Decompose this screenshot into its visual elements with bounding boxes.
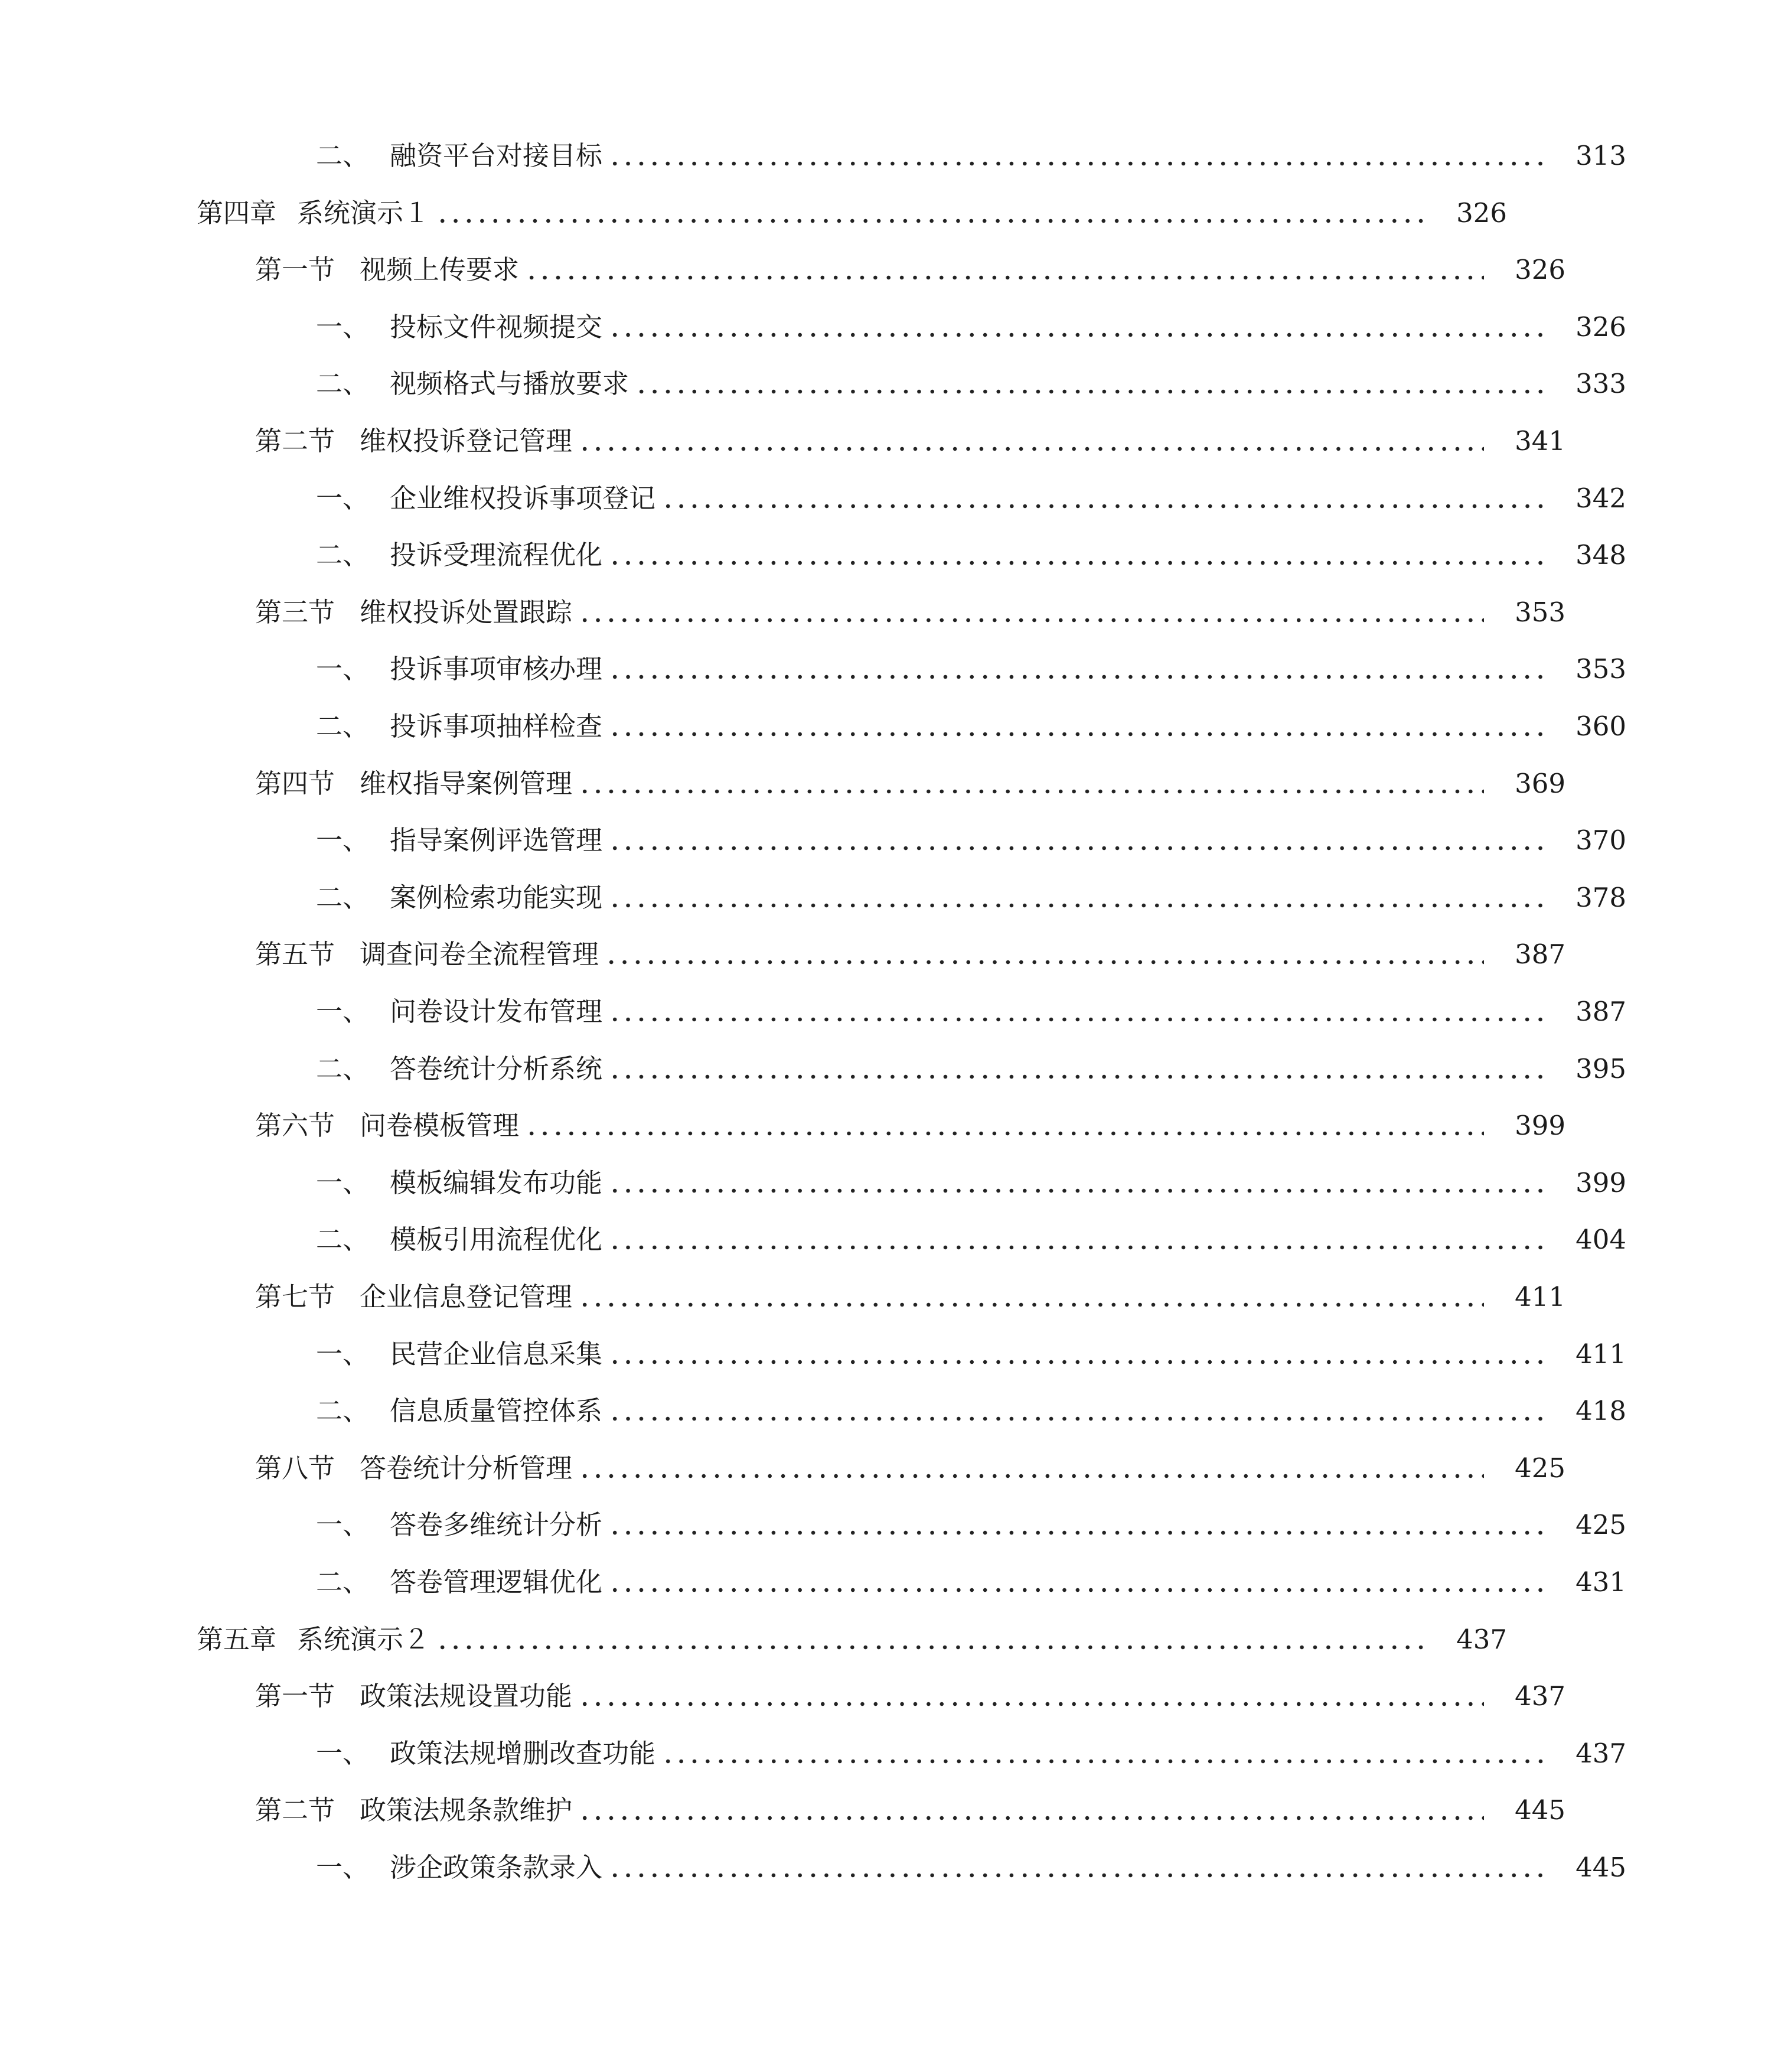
toc-entry-title: 问卷模板管理 [360, 1110, 520, 1142]
toc-entry[interactable] [0, 288, 1781, 345]
toc-entry[interactable] [0, 1315, 1781, 1372]
dot-leader [525, 1129, 1484, 1138]
toc-entry[interactable] [0, 1372, 1781, 1429]
dot-leader [635, 387, 1545, 396]
toc-entry-page: 437 [1515, 1680, 1565, 1712]
toc-entry-page: 387 [1515, 939, 1565, 970]
toc-entry-page: 404 [1576, 1224, 1626, 1256]
toc-entry-title: 信息质量管控体系 [390, 1395, 603, 1427]
toc-entry-page: 399 [1576, 1167, 1626, 1198]
toc-entry[interactable] [0, 802, 1781, 858]
dot-leader [608, 1586, 1545, 1594]
toc-entry[interactable] [0, 1087, 1720, 1143]
dot-leader [608, 1358, 1545, 1366]
toc-entry-title: 指导案例评选管理 [390, 825, 603, 856]
toc-entry[interactable] [0, 688, 1781, 744]
dot-leader [608, 1187, 1545, 1195]
toc-entry[interactable] [0, 1715, 1781, 1771]
toc-entry-title: 系统演示２ [297, 1623, 430, 1655]
toc-entry-title: 调查问卷全流程管理 [360, 939, 599, 970]
dot-leader [525, 273, 1484, 282]
toc-entry-title: 答卷统计分析系统 [390, 1053, 603, 1084]
toc-entry-page: 333 [1576, 368, 1626, 400]
toc-entry-title: 政策法规增删改查功能 [390, 1737, 656, 1769]
toc-entry-title: 融资平台对接目标 [390, 140, 603, 171]
toc-entry-title: 企业信息登记管理 [360, 1281, 573, 1312]
toc-entry[interactable] [0, 1543, 1781, 1600]
dot-leader [608, 1529, 1545, 1537]
toc-entry-page: 326 [1456, 197, 1507, 229]
toc-entry-page: 445 [1515, 1794, 1565, 1826]
toc-entry[interactable] [0, 1258, 1720, 1315]
toc-entry[interactable] [0, 231, 1720, 288]
toc-entry-page: 387 [1576, 996, 1626, 1027]
toc-entry[interactable] [0, 1601, 1662, 1657]
toc-entry-page: 326 [1576, 311, 1626, 343]
toc-entry-page: 425 [1576, 1509, 1626, 1541]
toc-entry-number: 第一节 [255, 1680, 335, 1712]
dot-leader [608, 730, 1545, 738]
toc-entry-number: 第六节 [255, 1110, 335, 1142]
toc-entry-number: 一、 [316, 1737, 370, 1769]
dot-leader [578, 787, 1484, 796]
toc-entry-number: 二、 [316, 1395, 370, 1427]
toc-entry-number: 二、 [316, 1566, 370, 1598]
toc-entry-page: 360 [1576, 711, 1626, 742]
toc-entry[interactable] [0, 1771, 1720, 1828]
dot-leader [608, 559, 1545, 567]
toc-entry-number: 二、 [316, 711, 370, 742]
toc-entry-page: 431 [1576, 1566, 1626, 1598]
dot-leader [608, 844, 1545, 852]
toc-entry-number: 一、 [316, 1338, 370, 1370]
dot-leader [436, 217, 1426, 225]
toc-entry-title: 维权投诉登记管理 [360, 425, 573, 457]
toc-entry[interactable] [0, 1486, 1781, 1543]
toc-entry-title: 模板编辑发布功能 [390, 1167, 603, 1198]
toc-entry-title: 视频格式与播放要求 [390, 368, 629, 400]
dot-leader [608, 159, 1545, 168]
toc-entry-title: 民营企业信息采集 [390, 1338, 603, 1370]
toc-entry-page: 353 [1515, 596, 1565, 628]
toc-entry-title: 维权指导案例管理 [360, 767, 573, 799]
toc-entry-number: 第二节 [255, 425, 335, 457]
toc-entry[interactable] [0, 745, 1720, 802]
toc-entry-page: 425 [1515, 1452, 1565, 1484]
toc-entry-page: 342 [1576, 482, 1626, 514]
toc-entry[interactable] [0, 117, 1781, 174]
dot-leader [608, 1243, 1545, 1252]
dot-leader [578, 616, 1484, 624]
toc-entry-number: 第三节 [255, 596, 335, 628]
dot-leader [608, 1073, 1545, 1081]
toc-entry-number: 一、 [316, 653, 370, 685]
dot-leader [605, 958, 1484, 966]
toc-entry[interactable] [0, 1144, 1781, 1201]
toc-entry-page: 411 [1576, 1338, 1626, 1370]
toc-entry[interactable] [0, 1657, 1720, 1714]
toc-entry-page: 418 [1576, 1395, 1626, 1427]
toc-entry[interactable] [0, 630, 1781, 687]
toc-entry[interactable] [0, 1201, 1781, 1257]
toc-entry-number: 第八节 [255, 1452, 335, 1484]
toc-entry[interactable] [0, 402, 1720, 459]
toc-entry-title: 答卷多维统计分析 [390, 1509, 603, 1541]
toc-entry[interactable] [0, 1030, 1781, 1087]
dot-leader [608, 1415, 1545, 1423]
toc-entry-title: 问卷设计发布管理 [390, 996, 603, 1027]
dot-leader [578, 445, 1484, 453]
toc-entry-page: 369 [1515, 767, 1565, 799]
toc-entry-number: 二、 [316, 140, 370, 171]
toc-entry-number: 二、 [316, 539, 370, 571]
toc-entry-title: 答卷管理逻辑优化 [390, 1566, 603, 1598]
dot-leader [608, 331, 1545, 339]
toc-entry-page: 313 [1576, 140, 1626, 171]
toc-entry-page: 341 [1515, 425, 1565, 457]
dot-leader [578, 1301, 1484, 1309]
dot-leader [608, 901, 1545, 910]
toc-entry-title: 维权投诉处置跟踪 [360, 596, 573, 628]
toc-entry-title: 投诉受理流程优化 [390, 539, 603, 571]
toc-entry-title: 涉企政策条款录入 [390, 1852, 603, 1883]
toc-entry[interactable] [0, 973, 1781, 1030]
toc-entry-number: 一、 [316, 1852, 370, 1883]
toc-entry-title: 投诉事项抽样检查 [390, 711, 603, 742]
toc-entry-number: 一、 [316, 1509, 370, 1541]
toc-entry-number: 一、 [316, 996, 370, 1027]
toc-entry-page: 445 [1576, 1852, 1626, 1883]
toc-entry[interactable] [0, 174, 1662, 231]
toc-entry-number: 第一节 [255, 254, 335, 286]
toc-entry[interactable] [0, 1829, 1781, 1885]
toc-entry-page: 348 [1576, 539, 1626, 571]
toc-entry-page: 437 [1576, 1737, 1626, 1769]
toc-entry[interactable] [0, 516, 1781, 573]
dot-leader [608, 673, 1545, 681]
toc-entry-number: 二、 [316, 1224, 370, 1256]
toc-entry-page: 411 [1515, 1281, 1565, 1312]
toc-entry-number: 一、 [316, 825, 370, 856]
dot-leader [608, 1871, 1545, 1879]
dot-leader [436, 1643, 1426, 1651]
toc-entry[interactable] [0, 460, 1781, 516]
toc-entry-page: 395 [1576, 1053, 1626, 1084]
dot-leader [661, 1757, 1545, 1765]
toc-entry[interactable] [0, 574, 1720, 630]
toc-entry-title: 答卷统计分析管理 [360, 1452, 573, 1484]
toc-entry-number: 二、 [316, 881, 370, 913]
toc-entry-number: 第四章 [197, 197, 277, 229]
toc-entry-number: 第五章 [197, 1623, 277, 1655]
toc-entry[interactable] [0, 1429, 1720, 1486]
toc-entry-page: 378 [1576, 881, 1626, 913]
toc-entry-page: 353 [1576, 653, 1626, 685]
toc-entry-title: 投诉事项审核办理 [390, 653, 603, 685]
dot-leader [608, 1015, 1545, 1024]
toc-entry-number: 第二节 [255, 1794, 335, 1826]
toc-entry[interactable] [0, 859, 1781, 916]
toc-entry-page: 437 [1456, 1623, 1507, 1655]
toc-entry-number: 第四节 [255, 767, 335, 799]
toc-entry-title: 模板引用流程优化 [390, 1224, 603, 1256]
toc-entry-title: 案例检索功能实现 [390, 881, 603, 913]
toc-entry-number: 第七节 [255, 1281, 335, 1312]
dot-leader [578, 1700, 1484, 1708]
dot-leader [661, 502, 1545, 510]
toc-entry[interactable] [0, 345, 1781, 402]
toc-entry-title: 政策法规设置功能 [360, 1680, 573, 1712]
toc-entry-page: 326 [1515, 254, 1565, 286]
toc-entry-number: 二、 [316, 368, 370, 400]
toc-entry-title: 视频上传要求 [360, 254, 520, 286]
toc-entry-page: 370 [1576, 825, 1626, 856]
dot-leader [578, 1814, 1484, 1822]
dot-leader [578, 1472, 1484, 1480]
toc-entry-number: 一、 [316, 311, 370, 343]
toc-entry-number: 一、 [316, 482, 370, 514]
toc-entry-page: 399 [1515, 1110, 1565, 1142]
toc-entry-number: 二、 [316, 1053, 370, 1084]
toc-entry-title: 企业维权投诉事项登记 [390, 482, 656, 514]
toc-entry-title: 政策法规条款维护 [360, 1794, 573, 1826]
toc-entry-number: 一、 [316, 1167, 370, 1198]
toc-entry-number: 第五节 [255, 939, 335, 970]
toc-entry[interactable] [0, 916, 1720, 972]
toc-entry-title: 投标文件视频提交 [390, 311, 603, 343]
toc-entry-title: 系统演示１ [297, 197, 430, 229]
